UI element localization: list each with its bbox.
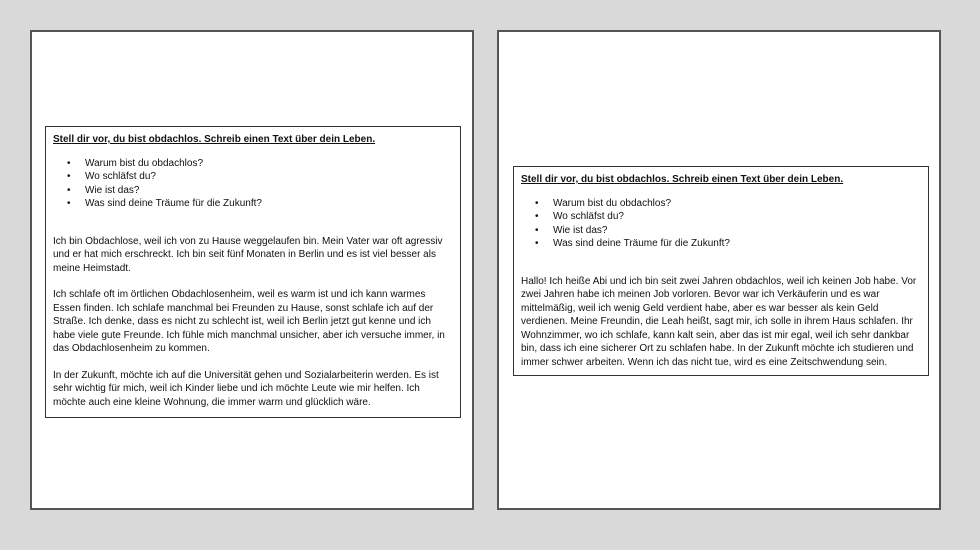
answer-paragraph: Hallo! Ich heiße Abi und ich bin seit zwei Jahren obdachlos, weil ich keinen Job habe. Vor zwei Jahren habe ich meinen Job vorloren. Bevor war ich Verkäuferin und es war mittelmäßig, weil ich wenig Geld verdient habe, aber es war besser als kein Geld verdienen. Meine Freundin, die Leah heißt, sagt mir, ich solle in ihrem Haus schlafen. Ihr Wohnzimmer, wo ich schlafe, kann kalt sein, aber das ist mir egal, weil ich sehr dankbar bin, dass ich eine sicherer Ort zu schlafen habe. In der Zukunft möchte ich studieren und immer schwer arbeiten. Wenn ich das nicht tue, wird es eine Zeitschwendung sein. [521, 275, 917, 368]
question-item: • Wo schläfst du? [553, 210, 922, 224]
question-item: • Warum bist du obdachlos? [553, 197, 922, 211]
question-item: • Was sind deine Träume für die Zukunft? [553, 237, 922, 251]
text-box-right [513, 166, 929, 376]
answer-paragraph: In der Zukunft, möchte ich auf die Universität gehen und Sozialarbeiterin werden. Es ist sehr wichtig für mich, weil ich Kinder liebe und ich möchte Leute wie mir helfen. Ich möchte auch eine kleine Wohnung, die immer warm und glücklich wäre. [53, 369, 439, 408]
task-title: Stell dir vor, du bist obdachlos. Schreib einen Text über dein Leben. [521, 174, 844, 185]
answer-paragraph: Ich bin Obdachlose, weil ich von zu Hause weggelaufen bin. Mein Vater war oft agressiv und er hat mich erschreckt. Ich bin seit fünf Monaten in Berlin und es ist viel besser als meine Heimstadt. [53, 235, 443, 274]
question-list [53, 157, 454, 211]
document-page-left [30, 30, 474, 510]
answer-paragraph: Ich schlafe oft im örtlichen Obdachlosenheim, weil es warm ist und ich kann warmes Essen finden. Ich schlafe manchmal bei Freunden zu Hause, sonst schlafe ich auf der Straße. Ich denke, dass es nicht zu schlecht ist, weil ich Berlin jetzt gut kenne und ich habe viele gute Freunde. Ich fühle mich manchmal unsicher, aber ich versuche immer, in das Obdachlosenheim zu kommen. [53, 289, 445, 354]
question-list [521, 197, 922, 251]
text-box-left [45, 126, 461, 418]
question-item: • Wie ist das? [553, 224, 922, 238]
question-item: • Wie ist das? [85, 184, 454, 198]
question-item: • Warum bist du obdachlos? [85, 157, 454, 171]
document-page-right [497, 30, 941, 510]
question-item: • Was sind deine Träume für die Zukunft? [85, 197, 454, 211]
question-item: • Wo schläfst du? [85, 170, 454, 184]
task-title: Stell dir vor, du bist obdachlos. Schreib einen Text über dein Leben. [53, 134, 376, 145]
